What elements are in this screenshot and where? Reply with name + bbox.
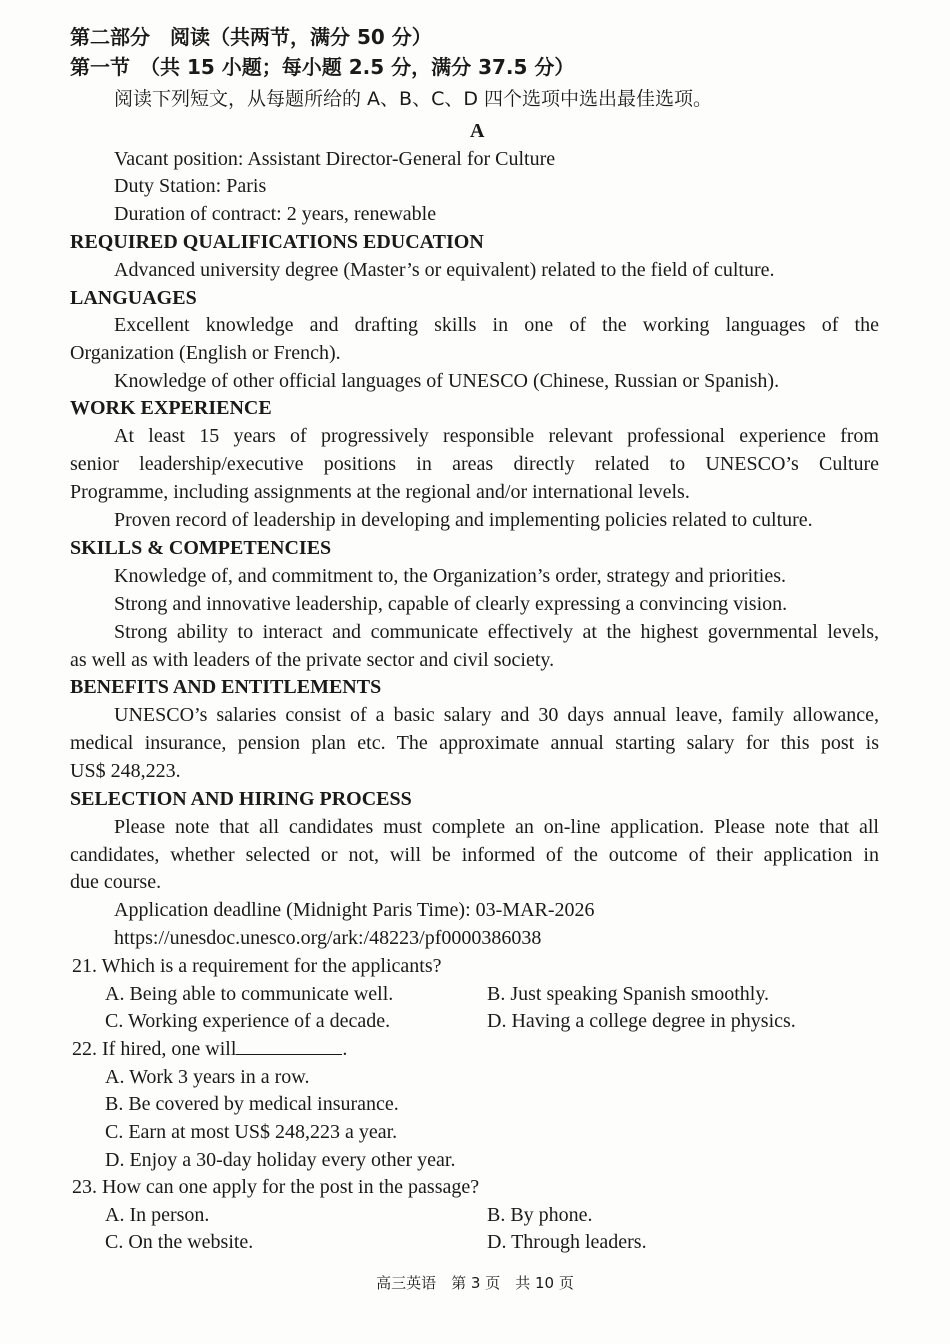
contract-duration: Duration of contract: 2 years, renewable	[114, 203, 437, 225]
option-b: B. Be covered by medical insurance.	[105, 1093, 399, 1115]
option-a: A. In person.	[105, 1204, 210, 1226]
section-title: 第一节 （共 15 小题；每小题 2.5 分，满分 37.5 分）	[70, 55, 575, 79]
benefits-text: US$ 248,223.	[70, 760, 181, 782]
question-stem	[72, 1036, 347, 1063]
question-stem-end: .	[342, 1038, 348, 1060]
vacant-position: Vacant position: Assistant Director-General for Culture	[114, 148, 556, 170]
question-stem-text: 22. If hired, one will	[72, 1038, 237, 1060]
application-deadline: Application deadline (Midnight Paris Time): 03-MAR-2026	[114, 899, 595, 921]
option-a: A. Work 3 years in a row.	[105, 1066, 310, 1088]
question-stem: 21. Which is a requirement for the applicants?	[72, 955, 442, 977]
skills-text: Strong ability to interact and communicate effectively at the highest governmental levels,	[114, 621, 879, 643]
passage-label: A	[470, 120, 485, 142]
heading-work-experience: WORK EXPERIENCE	[70, 397, 272, 419]
education-text: Advanced university degree (Master’s or equivalent) related to the field of culture.	[114, 259, 775, 281]
skills-text: Knowledge of, and commitment to, the Organization’s order, strategy and priorities.	[114, 565, 786, 587]
option-d: D. Enjoy a 30-day holiday every other year.	[105, 1149, 456, 1171]
skills-text: Strong and innovative leadership, capable of clearly expressing a convincing vision.	[114, 593, 788, 615]
page-footer: 高三英语 第 3 页 共 10 页	[376, 1274, 574, 1292]
application-url: https://unesdoc.unesco.org/ark:/48223/pf0000386038	[114, 927, 542, 949]
experience-text: Programme, including assignments at the regional and/or international levels.	[70, 481, 690, 503]
option-b: B. Just speaking Spanish smoothly.	[487, 983, 770, 1005]
instruction: 阅读下列短文，从每题所给的 A、B、C、D 四个选项中选出最佳选项。	[114, 88, 713, 110]
heading-benefits: BENEFITS AND ENTITLEMENTS	[70, 676, 382, 698]
experience-text: senior leadership/executive positions in areas directly related to UNESCO’s Culture	[70, 453, 879, 475]
option-d: D. Having a college degree in physics.	[487, 1010, 796, 1032]
option-d: D. Through leaders.	[487, 1231, 647, 1253]
selection-text: candidates, whether selected or not, will be informed of the outcome of their application in	[70, 844, 879, 866]
part-title: 第二部分 阅读（共两节，满分 50 分）	[70, 25, 432, 49]
languages-text: Organization (English or French).	[70, 342, 341, 364]
experience-text: At least 15 years of progressively responsible relevant professional experience from	[114, 425, 879, 447]
languages-text: Excellent knowledge and drafting skills in one of the working languages of the	[114, 314, 879, 336]
heading-selection: SELECTION AND HIRING PROCESS	[70, 788, 412, 810]
heading-skills: SKILLS & COMPETENCIES	[70, 537, 332, 559]
question-stem: 23. How can one apply for the post in the passage?	[72, 1176, 480, 1198]
option-a: A. Being able to communicate well.	[105, 983, 394, 1005]
duty-station: Duty Station: Paris	[114, 175, 267, 197]
languages-text: Knowledge of other official languages of UNESCO (Chinese, Russian or Spanish).	[114, 370, 780, 392]
answer-blank	[236, 1036, 342, 1055]
option-b: B. By phone.	[487, 1204, 593, 1226]
option-c: C. Working experience of a decade.	[105, 1010, 391, 1032]
experience-text: Proven record of leadership in developing and implementing policies related to culture.	[114, 509, 813, 531]
option-c: C. On the website.	[105, 1231, 254, 1253]
heading-languages: LANGUAGES	[70, 287, 197, 309]
benefits-text: UNESCO’s salaries consist of a basic salary and 30 days annual leave, family allowance,	[114, 704, 879, 726]
skills-text: as well as with leaders of the private sector and civil society.	[70, 649, 555, 671]
option-c: C. Earn at most US$ 248,223 a year.	[105, 1121, 398, 1143]
selection-text: Please note that all candidates must complete an on-line application. Please note that all	[114, 816, 879, 838]
benefits-text: medical insurance, pension plan etc. The approximate annual starting salary for this post is	[70, 732, 879, 754]
heading-education: REQUIRED QUALIFICATIONS EDUCATION	[70, 231, 484, 253]
selection-text: due course.	[70, 871, 162, 893]
